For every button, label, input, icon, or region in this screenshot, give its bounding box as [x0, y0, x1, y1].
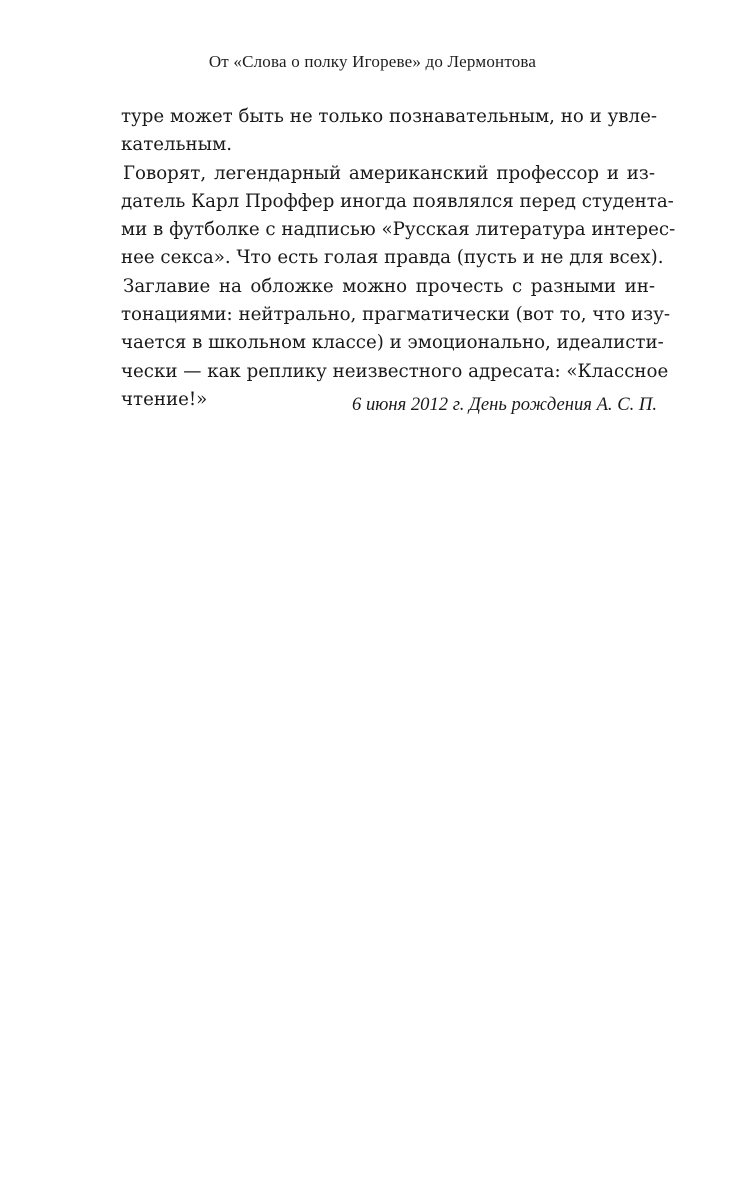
text-line: тонациями: нейтрально, прагматически (вот то, что изу- — [121, 304, 671, 326]
running-head: От «Слова о полку Игореве» до Лермонтова — [208, 52, 537, 71]
text-line — [121, 273, 657, 301]
text-line: чески — как реплику неизвестного адресата: «Классное — [121, 360, 669, 382]
paragraph-start: Говорят, легендарный американский профессор и из- — [123, 162, 655, 184]
date-signature: 6 июня 2012 г. День рождения А. С. П. — [352, 394, 657, 415]
text-line: датель Карл Проффер иногда появлялся перед студента- — [121, 190, 674, 212]
paragraph-start: Заглавие на обложке можно прочесть с разными ин- — [123, 275, 655, 297]
text-line: нее секса». Что есть голая правда (пусть и не для всех). — [121, 247, 664, 269]
body-text — [121, 103, 676, 414]
text-line: кательным. — [121, 134, 233, 156]
text-line: ми в футболке с надписью «Русская литература интерес- — [121, 219, 676, 241]
text-line: чается в школьном классе) и эмоционально, идеалисти- — [121, 332, 664, 354]
text-line: туре может быть не только познавательным, но и увле- — [121, 106, 657, 127]
text-line — [121, 160, 657, 188]
text-line: чтение!» — [121, 388, 208, 410]
